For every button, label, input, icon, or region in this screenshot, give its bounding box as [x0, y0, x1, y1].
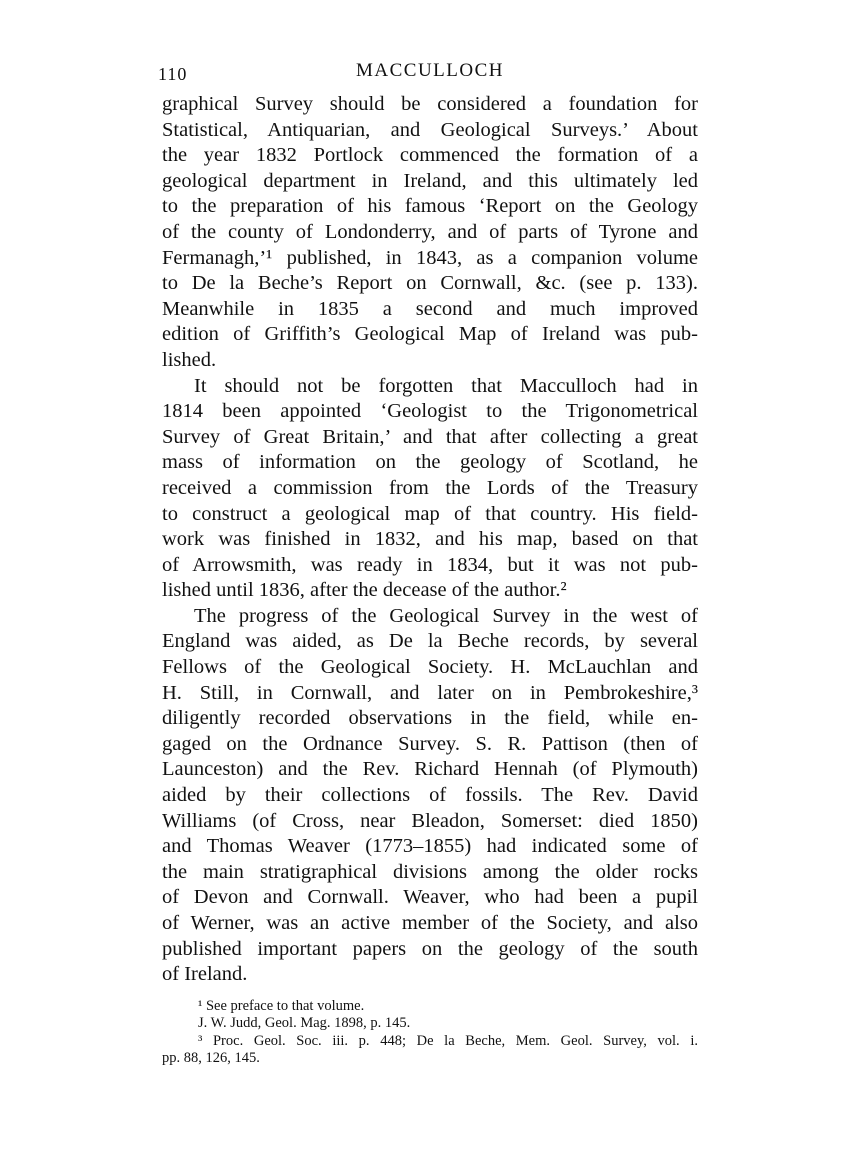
footnote-1: ¹ See preface to that volume. — [198, 997, 365, 1014]
text-line: lished until 1836, after the decease of the author.² — [162, 579, 567, 602]
text-line: Williams (of Cross, near Bleadon, Somerset: died 1850) — [162, 809, 698, 832]
text-line: graphical Survey should be considered a foundation for — [162, 93, 698, 115]
text-line: H. Still, in Cornwall, and later on in Pembrokeshire,³ — [162, 681, 698, 704]
text-line: mass of information on the geology of Scotland, he — [162, 451, 698, 474]
text-line: to construct a geological map of that country. His field- — [162, 502, 698, 525]
text-line: of the county of Londonderry, and of parts of Tyrone and — [162, 220, 698, 243]
footnotes — [162, 998, 698, 1068]
text-line: It should not be forgotten that Macculloch had in — [194, 374, 698, 397]
text-line: received a commission from the Lords of the Treasury — [162, 476, 698, 499]
footnote-3-continued: pp. 88, 126, 145. — [162, 1050, 260, 1067]
text-line: Fermanagh,’¹ published, in 1843, as a companion volume — [162, 246, 698, 269]
text-line: diligently recorded observations in the field, while en- — [162, 707, 698, 730]
text-line: Survey of Great Britain,’ and that after collecting a great — [162, 425, 698, 448]
book-page — [158, 58, 698, 1068]
text-line: Launceston) and the Rev. Richard Hennah (of Plymouth) — [162, 758, 698, 781]
body-text — [162, 92, 698, 988]
text-line: lished. — [162, 348, 217, 371]
text-line: gaged on the Ordnance Survey. S. R. Pattison (then of — [162, 732, 698, 755]
text-line: England was aided, as De la Beche records, by several — [162, 630, 698, 653]
text-line: Statistical, Antiquarian, and Geological Surveys.’ About — [162, 118, 698, 141]
text-line: Meanwhile in 1835 a second and much improved — [162, 297, 698, 320]
footnote-2: J. W. Judd, Geol. Mag. 1898, p. 145. — [198, 1015, 411, 1032]
text-line: of Ireland. — [162, 963, 248, 986]
text-line: aided by their collections of fossils. The Rev. David — [162, 784, 698, 807]
text-line: The progress of the Geological Survey in the west of — [194, 604, 698, 627]
text-line: edition of Griffith’s Geological Map of Ireland was pub- — [162, 323, 698, 346]
text-line: work was finished in 1832, and his map, based on that — [162, 528, 698, 551]
footnote-3: ³ Proc. Geol. Soc. iii. p. 448; De la Beche, Mem. Geol. Survey, vol. i. — [198, 1032, 698, 1049]
text-line: of Arrowsmith, was ready in 1834, but it was not pub- — [162, 553, 698, 576]
text-line: of Devon and Cornwall. Weaver, who had been a pupil — [162, 886, 698, 909]
text-line: to the preparation of his famous ‘Report on the Geology — [162, 195, 698, 218]
text-line: the main stratigraphical divisions among the older rocks — [162, 860, 698, 883]
text-line: and Thomas Weaver (1773–1855) had indicated some of — [162, 835, 698, 858]
page-number: 110 — [158, 64, 188, 84]
text-line: 1814 been appointed ‘Geologist to the Trigonometrical — [162, 400, 698, 423]
text-line: published important papers on the geology of the south — [162, 937, 698, 960]
page-header — [158, 58, 698, 92]
text-line: Fellows of the Geological Society. H. McLauchlan and — [162, 656, 698, 679]
text-line: geological department in Ireland, and this ultimately led — [162, 169, 698, 192]
text-line: of Werner, was an active member of the Society, and also — [162, 912, 698, 934]
running-head: MACCULLOCH — [355, 60, 504, 81]
text-line: to De la Beche’s Report on Cornwall, &c. (see p. 133). — [162, 272, 698, 295]
text-line: the year 1832 Portlock commenced the formation of a — [162, 144, 698, 167]
